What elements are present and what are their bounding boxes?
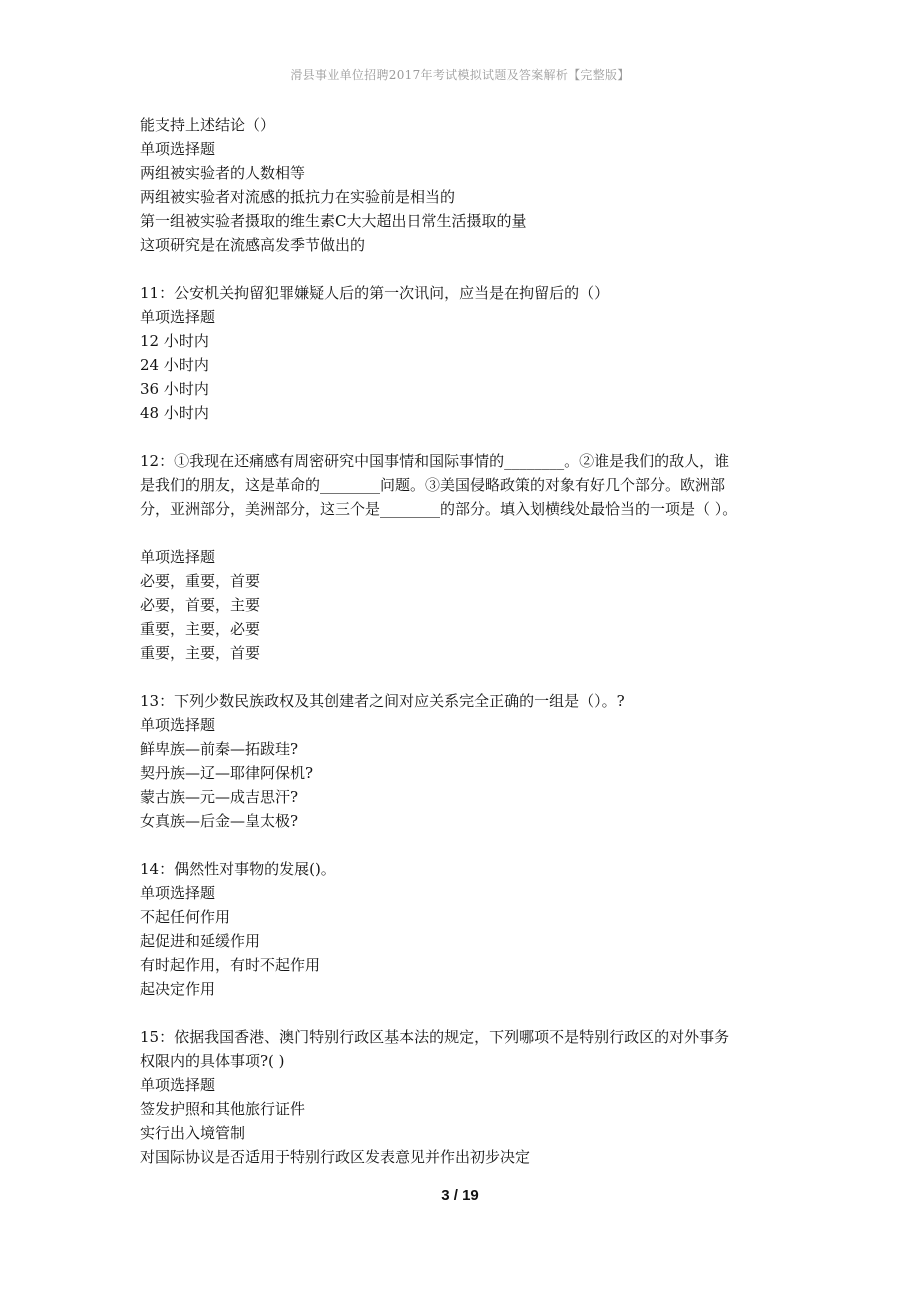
answer-option: 必要，重要，首要 xyxy=(140,572,261,590)
question-type: 单项选择题 xyxy=(140,308,216,326)
question-type: 单项选择题 xyxy=(140,716,216,734)
answer-option: 第一组被实验者摄取的维生素C大大超出日常生活摄取的量 xyxy=(140,212,527,230)
answer-option: 蒙古族—元—成吉思汗? xyxy=(140,788,299,806)
question-stem-line: 12：①我现在还痛感有周密研究中国事情和国际事情的________。②谁是我们的敌人，谁 xyxy=(140,452,730,470)
answer-option: 起决定作用 xyxy=(140,980,216,998)
question-stem: 11：公安机关拘留犯罪嫌疑人后的第一次讯问，应当是在拘留后的（） xyxy=(140,284,610,302)
blank-line xyxy=(140,521,790,545)
document-body xyxy=(140,113,790,1193)
page-header: 滑县事业单位招聘2017年考试模拟试题及答案解析【完整版】 xyxy=(290,68,630,82)
question-block-15 xyxy=(140,1025,790,1169)
answer-option: 重要，主要，首要 xyxy=(140,644,261,662)
question-block-10 xyxy=(140,113,790,257)
question-block-12 xyxy=(140,449,790,665)
answer-option: 36 小时内 xyxy=(140,380,209,398)
answer-option: 对国际协议是否适用于特别行政区发表意见并作出初步决定 xyxy=(140,1148,531,1166)
answer-option: 契丹族—辽—耶律阿保机? xyxy=(140,764,314,782)
answer-option: 实行出入境管制 xyxy=(140,1124,246,1142)
answer-option: 必要，首要，主要 xyxy=(140,596,261,614)
answer-option: 两组被实验者的人数相等 xyxy=(140,164,306,182)
question-type: 单项选择题 xyxy=(140,140,216,158)
question-type: 单项选择题 xyxy=(140,548,216,566)
answer-option: 两组被实验者对流感的抵抗力在实验前是相当的 xyxy=(140,188,456,206)
question-stem-line: 分，亚洲部分，美洲部分，这三个是________的部分。填入划横线处最恰当的一项是（ ）。 xyxy=(140,500,738,518)
question-block-14 xyxy=(140,857,790,1001)
answer-option: 重要，主要，必要 xyxy=(140,620,261,638)
answer-option: 签发护照和其他旅行证件 xyxy=(140,1100,306,1118)
answer-option: 有时起作用，有时不起作用 xyxy=(140,956,321,974)
question-type: 单项选择题 xyxy=(140,884,216,902)
answer-option: 女真族—后金—皇太极? xyxy=(140,812,299,830)
question-stem: 14：偶然性对事物的发展()。 xyxy=(140,860,336,878)
answer-option: 24 小时内 xyxy=(140,356,209,374)
question-stem: 13：下列少数民族政权及其创建者之间对应关系完全正确的一组是（）。? xyxy=(140,692,625,710)
question-stem-line: 15：依据我国香港、澳门特别行政区基本法的规定，下列哪项不是特别行政区的对外事务 xyxy=(140,1028,730,1046)
answer-option: 鲜卑族—前秦—拓跋珪? xyxy=(140,740,299,758)
answer-option: 12 小时内 xyxy=(140,332,209,350)
page-number: 3 / 19 xyxy=(441,1187,479,1204)
question-stem-line: 是我们的朋友，这是革命的________问题。③美国侵略政策的对象有好几个部分。欧洲部 xyxy=(140,476,726,494)
question-type: 单项选择题 xyxy=(140,1076,216,1094)
question-block-11 xyxy=(140,281,790,425)
answer-option: 这项研究是在流感高发季节做出的 xyxy=(140,236,366,254)
answer-option: 48 小时内 xyxy=(140,404,209,422)
question-block-13 xyxy=(140,689,790,833)
question-stem: 能支持上述结论（） xyxy=(140,116,276,134)
question-stem-line: 权限内的具体事项?( ) xyxy=(140,1052,285,1070)
answer-option: 起促进和延缓作用 xyxy=(140,932,261,950)
answer-option: 不起任何作用 xyxy=(140,908,231,926)
